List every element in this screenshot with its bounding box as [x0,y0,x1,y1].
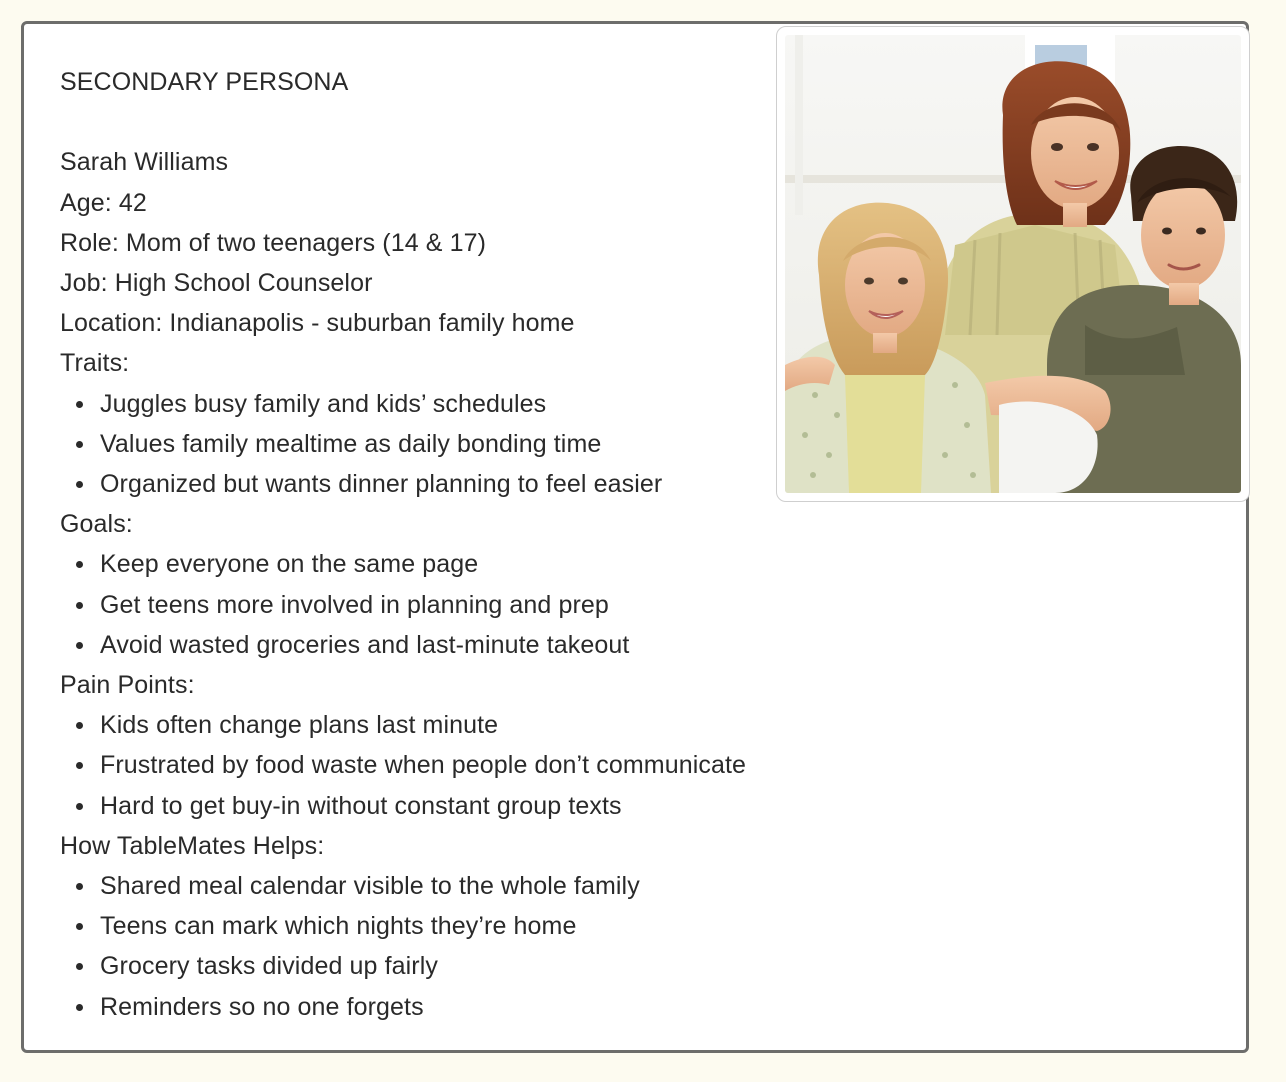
list-item: Teens can mark which nights they’re home [60,906,840,946]
persona-text [60,62,840,1027]
list-item: Kids often change plans last minute [60,705,840,745]
list-item: Shared meal calendar visible to the whole family [60,866,840,906]
persona-job: Job: High School Counselor [60,269,373,297]
family-photo [785,35,1241,493]
list-item: Grocery tasks divided up fairly [60,946,840,986]
list-item: Values family mealtime as daily bonding time [60,424,840,464]
how-helps-list [60,866,840,1027]
list-item: Juggles busy family and kids’ schedules [60,384,840,424]
persona-photo-frame [776,26,1250,502]
goals-list [60,544,840,665]
list-item: Keep everyone on the same page [60,544,840,584]
persona-name: Sarah Williams [60,148,229,177]
list-item: Hard to get buy-in without constant group texts [60,786,840,826]
section-title-how-tablemates-helps: How TableMates Helps: [60,831,325,860]
list-item: Avoid wasted groceries and last-minute takeout [60,625,840,665]
persona-role: Role: Mom of two teenagers (14 & 17) [60,228,487,257]
section-title-goals: Goals: [60,510,133,539]
list-item: Organized but wants dinner planning to feel easier [60,464,840,504]
list-item: Reminders so no one forgets [60,987,840,1027]
pain-points-list [60,705,840,826]
persona-age: Age: 42 [60,188,147,217]
traits-list [60,384,840,505]
section-title-traits: Traits: [60,349,130,378]
section-title-pain-points: Pain Points: [60,671,195,700]
list-item: Frustrated by food waste when people don’t communicate [60,745,840,785]
list-item: Get teens more involved in planning and prep [60,585,840,625]
persona-heading: SECONDARY PERSONA [60,68,349,96]
persona-card [21,21,1249,1053]
persona-location: Location: Indianapolis - suburban family home [60,309,575,338]
